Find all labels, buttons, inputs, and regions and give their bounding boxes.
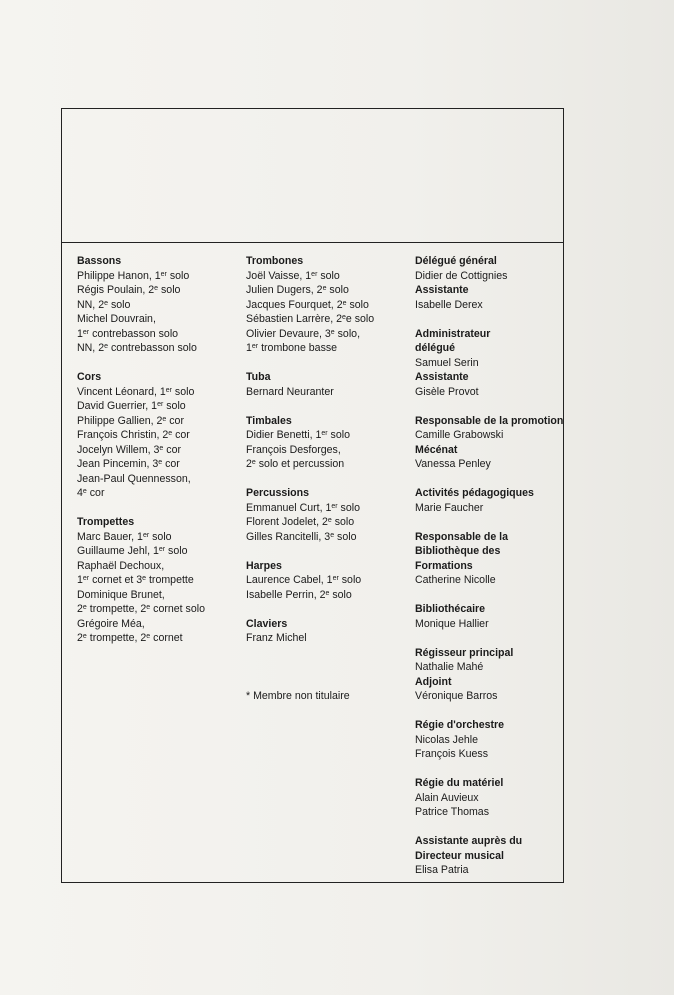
- ordinal-suffix: er: [311, 270, 318, 278]
- roster-line: [77, 269, 205, 284]
- roster-line: [415, 443, 563, 458]
- roster-line: [246, 443, 374, 458]
- roster-line: [415, 805, 563, 820]
- ordinal-suffix: er: [157, 401, 164, 408]
- line-text: 1: [246, 342, 252, 354]
- roster-line: [415, 501, 563, 516]
- roster-line: [246, 501, 374, 516]
- section-heading: Bassons: [77, 255, 122, 267]
- roster-section: [246, 370, 374, 399]
- line-text: Adjoint: [415, 675, 452, 688]
- line-text: Joël Vaisse, 1: [246, 269, 312, 282]
- section-heading: Harpes: [246, 559, 282, 572]
- ordinal-suffix: e: [146, 633, 151, 640]
- ordinal-suffix: er: [158, 546, 166, 553]
- roster-line: [77, 588, 205, 603]
- roster-section: [246, 559, 374, 603]
- line-text: Elisa Patria: [415, 864, 469, 876]
- roster-section: [415, 718, 563, 762]
- line-text: Didier de Cottignies: [415, 269, 508, 282]
- roster-section: [415, 414, 563, 472]
- line-text: Philippe Hanon, 1: [77, 269, 161, 282]
- section-heading: Claviers: [246, 617, 288, 630]
- line-text: 4: [77, 487, 83, 499]
- ordinal-suffix: er: [321, 430, 328, 437]
- roster-section: [415, 834, 563, 878]
- roster-line: [415, 617, 563, 632]
- line-text: François Desforges,: [246, 443, 341, 456]
- line-text: cor: [86, 487, 105, 499]
- line-text: Vincent Léonard, 1: [77, 385, 166, 398]
- roster-line: [415, 370, 563, 385]
- line-text: trombone basse: [258, 342, 338, 354]
- ordinal-suffix: e: [342, 299, 347, 307]
- line-text: Michel Douvrain,: [77, 313, 156, 325]
- ordinal-suffix: er: [160, 270, 167, 278]
- line-text: cor: [162, 458, 180, 470]
- ordinal-suffix: e: [342, 314, 346, 321]
- line-text: solo: [108, 298, 131, 311]
- line-text: Florent Jodelet, 2: [246, 516, 328, 528]
- line-text: Emmanuel Curt, 1: [246, 501, 332, 514]
- line-text: Sébastien Larrère, 2: [246, 313, 342, 325]
- roster-line: [246, 457, 374, 472]
- roster-frame: [61, 108, 564, 883]
- line-text: trompette, 2: [86, 632, 147, 644]
- line-text: solo: [346, 298, 369, 311]
- ordinal-suffix: er: [82, 575, 90, 582]
- line-text: Franz Michel: [246, 632, 307, 644]
- line-text: 2: [77, 632, 83, 644]
- roster-line: [77, 283, 205, 298]
- line-text: Grégoire Méa,: [77, 617, 145, 630]
- roster-section: [415, 602, 563, 631]
- roster-line: [77, 486, 205, 501]
- roster-line: [415, 385, 563, 400]
- line-text: Philippe Gallien, 2: [77, 414, 163, 427]
- roster-line: [77, 399, 205, 414]
- line-text: Régis Poulain, 2: [77, 284, 155, 296]
- roster-line: [246, 269, 374, 284]
- line-text: Catherine Nicolle: [415, 574, 496, 586]
- line-text: Assistante: [415, 371, 469, 383]
- ordinal-suffix: e: [251, 459, 256, 466]
- roster-line: [246, 298, 374, 313]
- line-text: solo: [165, 545, 188, 557]
- roster-line: [415, 356, 563, 371]
- roster-line: [415, 428, 563, 443]
- roster-line: [77, 428, 205, 443]
- ordinal-suffix: er: [142, 531, 150, 539]
- line-text: Raphaël Dechoux,: [77, 559, 165, 572]
- roster-section: [415, 646, 563, 704]
- section-heading: Timbales: [246, 414, 292, 427]
- line-text: 1: [77, 327, 83, 340]
- line-text: contrebasson solo: [108, 342, 197, 354]
- roster-line: [246, 588, 374, 603]
- line-text: cor: [172, 429, 190, 441]
- line-text: solo: [329, 588, 352, 601]
- line-text: NN, 2: [77, 342, 105, 354]
- roster-line: [246, 660, 374, 675]
- line-text: cornet: [150, 632, 183, 644]
- ordinal-suffix: e: [142, 575, 147, 582]
- line-text: Assistante: [415, 284, 469, 296]
- line-text: Gisèle Provot: [415, 385, 479, 398]
- section-heading: Trombones: [246, 255, 304, 267]
- roster-line: [77, 472, 205, 487]
- roster-line: [415, 660, 563, 675]
- section-heading: Trompettes: [77, 516, 135, 528]
- line-text: Laurence Cabel, 1: [246, 574, 333, 586]
- line-text: Marc Bauer, 1: [77, 530, 143, 543]
- ordinal-suffix: er: [251, 343, 259, 350]
- roster-line: [77, 298, 205, 313]
- roster-line: [415, 269, 563, 284]
- line-text: Bernard Neuranter: [246, 385, 334, 398]
- ordinal-suffix: e: [330, 531, 335, 539]
- roster-line: [415, 457, 563, 472]
- section-heading: Tuba: [246, 371, 271, 383]
- line-text: Isabelle Perrin, 2: [246, 588, 326, 601]
- roster-line: [77, 573, 205, 588]
- roster-line: [246, 530, 374, 545]
- roster-section: [246, 660, 374, 675]
- line-text: François Christin, 2: [77, 429, 169, 441]
- roster-section: [246, 689, 374, 704]
- roster-section: [415, 327, 563, 400]
- line-text: Jean Pincemin, 3: [77, 458, 159, 470]
- column-brass-percussion: [246, 254, 374, 718]
- roster-line: [415, 573, 563, 588]
- ordinal-suffix: e: [82, 633, 87, 640]
- line-text: Alain Auvieux: [415, 791, 479, 804]
- line-text: solo: [338, 574, 362, 586]
- roster-line: [77, 385, 205, 400]
- roster-line: [246, 385, 374, 400]
- line-text: Julien Dugers, 2: [246, 284, 323, 296]
- section-heading: Cors: [77, 371, 102, 383]
- line-text: 1: [77, 574, 83, 586]
- line-text: Patrice Thomas: [415, 806, 489, 818]
- ordinal-suffix: e: [104, 343, 108, 350]
- line-text: Bibliothèque des: [415, 545, 501, 557]
- line-text: Jocelyn Willem, 3: [77, 443, 160, 456]
- roster-line: [77, 559, 205, 574]
- ordinal-suffix: er: [332, 575, 339, 582]
- line-text: Olivier Devaure, 3: [246, 327, 331, 340]
- roster-line: [77, 327, 205, 342]
- line-text: solo: [317, 269, 340, 282]
- roster-line: [77, 457, 205, 472]
- roster-line: [415, 675, 563, 690]
- line-text: Samuel Serin: [415, 356, 479, 369]
- ordinal-suffix: e: [162, 415, 167, 423]
- ordinal-suffix: e: [158, 459, 163, 466]
- roster-line: [415, 298, 563, 313]
- column-brass-winds: [77, 254, 205, 660]
- line-text: Formations: [415, 559, 473, 572]
- line-text: cornet et 3: [89, 574, 143, 586]
- roster-section: [415, 254, 563, 312]
- line-text: David Guerrier, 1: [77, 400, 158, 412]
- line-text: Mécénat: [415, 443, 458, 456]
- roster-line: [415, 791, 563, 806]
- line-text: solo,: [334, 327, 361, 340]
- roster-line: [246, 689, 374, 704]
- line-text: Vanessa Penley: [415, 458, 491, 470]
- section-heading: Responsable de la: [415, 530, 509, 543]
- ordinal-suffix: er: [331, 502, 338, 510]
- line-text: solo et percussion: [255, 458, 345, 470]
- ordinal-suffix: e: [327, 517, 332, 524]
- ordinal-suffix: e: [168, 430, 173, 437]
- ordinal-suffix: e: [104, 299, 108, 307]
- roster-section: [415, 486, 563, 515]
- section-heading: Régisseur principal: [415, 646, 514, 659]
- roster-section: [77, 370, 205, 501]
- roster-line: [77, 602, 205, 617]
- line-text: trompette, 2: [86, 603, 147, 615]
- section-heading: Délégué général: [415, 255, 497, 267]
- line-text: * Membre non titulaire: [246, 690, 350, 702]
- column-administration: [415, 254, 563, 892]
- roster-line: [77, 617, 205, 632]
- line-text: cor: [166, 414, 184, 427]
- roster-line: [415, 863, 563, 878]
- roster-section: [77, 254, 205, 356]
- ordinal-suffix: e: [82, 488, 87, 495]
- line-text: Jacques Fourquet, 2: [246, 298, 343, 311]
- ordinal-suffix: e: [325, 589, 330, 597]
- line-text: solo: [327, 429, 350, 441]
- line-text: solo: [326, 284, 349, 296]
- roster-line: [246, 428, 374, 443]
- line-text: Didier Benetti, 1: [246, 429, 322, 441]
- line-text: Véronique Barros: [415, 690, 498, 702]
- roster-line: [415, 733, 563, 748]
- line-text: solo: [331, 516, 355, 528]
- line-text: solo: [171, 385, 195, 398]
- roster-line: [415, 544, 563, 559]
- line-text: solo: [163, 400, 186, 412]
- line-text: Monique Hallier: [415, 617, 489, 630]
- roster-line: [415, 341, 563, 356]
- section-heading: Responsable de la promotion: [415, 414, 564, 427]
- roster-section: [77, 515, 205, 646]
- line-text: Jean-Paul Quennesson,: [77, 472, 191, 485]
- line-text: 2: [246, 458, 252, 470]
- line-text: Nathalie Mahé: [415, 661, 484, 673]
- section-heading: Activités pédagogiques: [415, 487, 534, 499]
- ordinal-suffix: er: [165, 386, 172, 394]
- line-text: solo: [166, 269, 190, 282]
- roster-line: [415, 283, 563, 298]
- line-text: François Kuess: [415, 748, 489, 760]
- ordinal-suffix: e: [322, 285, 327, 292]
- ordinal-suffix: e: [159, 444, 164, 452]
- roster-line: [77, 312, 205, 327]
- roster-line: [246, 573, 374, 588]
- section-heading: Bibliothécaire: [415, 603, 486, 615]
- roster-line: [77, 631, 205, 646]
- line-text: Nicolas Jehle: [415, 733, 479, 746]
- roster-line: [77, 530, 205, 545]
- line-text: délégué: [415, 342, 456, 354]
- roster-line: [246, 312, 374, 327]
- roster-line: [77, 341, 205, 356]
- ordinal-suffix: e: [330, 328, 335, 336]
- roster-section: [415, 776, 563, 820]
- roster-line: [246, 283, 374, 298]
- roster-line: [415, 849, 563, 864]
- roster-line: [415, 747, 563, 762]
- ordinal-suffix: er: [82, 328, 90, 336]
- roster-line: [77, 443, 205, 458]
- line-text: cornet solo: [150, 603, 205, 615]
- section-heading: Percussions: [246, 487, 310, 499]
- roster-line: [246, 515, 374, 530]
- roster-section: [246, 486, 374, 544]
- line-text: Camille Grabowski: [415, 429, 504, 441]
- roster-section: [246, 414, 374, 472]
- line-text: e solo: [345, 313, 375, 325]
- line-text: Isabelle Derex: [415, 298, 483, 311]
- roster-line: [77, 544, 205, 559]
- section-heading: Assistante auprès du: [415, 835, 523, 847]
- ordinal-suffix: e: [146, 604, 151, 611]
- ordinal-suffix: e: [82, 604, 87, 611]
- line-text: contrebasson solo: [89, 327, 179, 340]
- roster-line: [246, 327, 374, 342]
- line-text: Dominique Brunet,: [77, 588, 165, 601]
- section-heading: Régie du matériel: [415, 777, 504, 789]
- roster-line: [246, 631, 374, 646]
- roster-line: [246, 341, 374, 356]
- roster-section: [246, 617, 374, 646]
- line-text: Gilles Rancitelli, 3: [246, 530, 331, 543]
- roster-section: [246, 254, 374, 356]
- line-text: solo: [337, 501, 360, 514]
- line-text: trompette: [146, 574, 194, 586]
- line-text: 2: [77, 603, 83, 615]
- roster-section: [415, 530, 563, 588]
- line-text: Directeur musical: [415, 849, 504, 862]
- section-heading: Régie d'orchestre: [415, 719, 505, 731]
- line-text: Guillaume Jehl, 1: [77, 545, 159, 557]
- line-text: solo: [158, 284, 181, 296]
- roster-line: [77, 414, 205, 429]
- header-divider: [62, 242, 563, 243]
- line-text: solo: [149, 530, 172, 543]
- roster-line: [415, 559, 563, 574]
- line-text: Marie Faucher: [415, 501, 484, 514]
- line-text: solo: [334, 530, 357, 543]
- line-text: NN, 2: [77, 298, 105, 311]
- section-heading: Administrateur: [415, 327, 491, 340]
- ordinal-suffix: e: [154, 285, 159, 292]
- line-text: cor: [163, 443, 181, 456]
- roster-line: [415, 689, 563, 704]
